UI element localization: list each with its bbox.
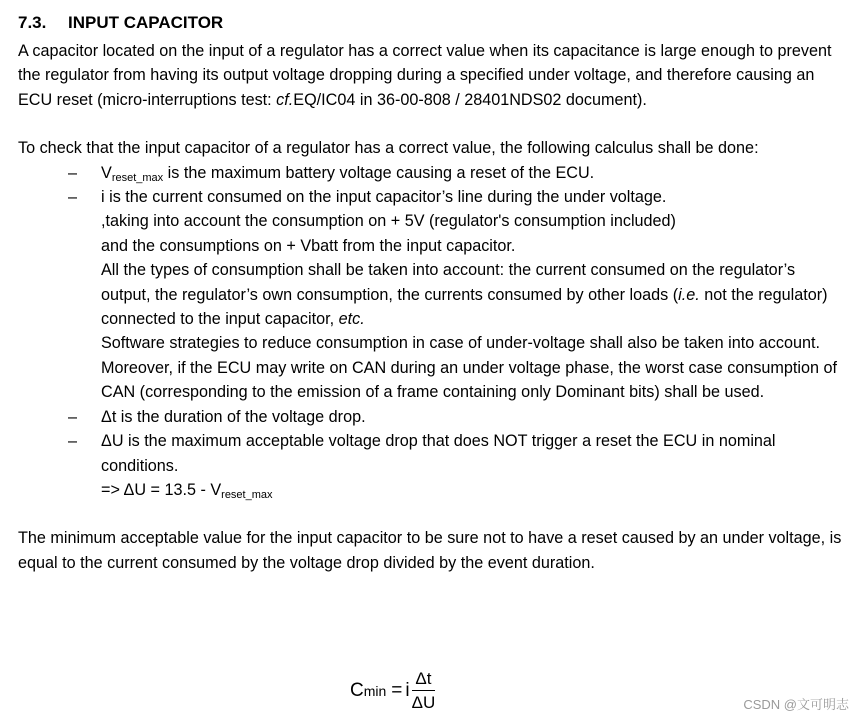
- vreset-symbol: V: [101, 163, 112, 182]
- formula-lhs-subscript: min: [363, 683, 387, 699]
- bullet-dash: –: [68, 432, 78, 451]
- vreset-subscript: reset_max: [111, 171, 164, 184]
- bullet-dash: –: [68, 188, 78, 207]
- intro-text: A capacitor located on the input of a regulator has a correct value when its capacitance is large enough to prevent the regulator from having its output voltage dropping during a specified under voltage, and therefore causing an ECU reset (micro-interruptions test:: [18, 42, 832, 109]
- list-item-vreset: [18, 161, 848, 185]
- section-heading: [18, 11, 848, 35]
- can-consumption-paragraph: Moreover, if the ECU may write on CAN during an under voltage phase, the worst case consumption of CAN (corresponding to the emission of a frame containing only Dominant bits) shall be used.: [101, 358, 838, 402]
- intro-ref-italic: cf.: [276, 90, 294, 109]
- delta-t-text: Δt is the duration of the voltage drop.: [101, 407, 366, 426]
- section-number: 7.3.: [18, 13, 47, 32]
- definition-list: [18, 161, 848, 503]
- list-item-current: [18, 185, 848, 405]
- formula-numerator: Δt: [412, 669, 434, 691]
- section-title: INPUT CAPACITOR: [68, 13, 224, 32]
- consumption-types-paragraph: All the types of consumption shall be taken into account: the current consumed on the regulator’s output, the regulator’s own consumption, the currents consumed by other loads (i.e. not the regulator) connected to the input capacitor, etc.: [101, 261, 828, 329]
- software-strategies-paragraph: Software strategies to reduce consumption in case of under-voltage shall also be taken into account.: [101, 334, 820, 353]
- delta-u-formula-subscript: reset_max: [221, 488, 273, 501]
- list-item-delta-u: [18, 429, 848, 502]
- bullet-dash: –: [68, 163, 78, 182]
- formula-factor: i: [405, 680, 410, 701]
- bullet-dash: –: [68, 407, 78, 426]
- list-item-delta-t: [18, 405, 848, 429]
- ie-italic: i.e.: [678, 285, 700, 304]
- formula-lhs: C: [350, 680, 364, 701]
- intro-ref-text: EQ/IC04 in 36-00-808 / 28401NDS02 document).: [293, 90, 647, 109]
- csdn-watermark: CSDN @文可明志: [743, 697, 849, 712]
- intro-paragraph: [18, 39, 848, 112]
- current-line-2: ,taking into account the consumption on + 5V (regulator's consumption included): [101, 212, 676, 231]
- document-page: [18, 11, 848, 575]
- etc-italic: etc.: [338, 310, 365, 329]
- formula-equals: =: [391, 680, 403, 701]
- current-line-3: and the consumptions on + Vbatt from the input capacitor.: [101, 236, 516, 255]
- conclusion-paragraph: The minimum acceptable value for the input capacitor to be sure not to have a reset caused by an under voltage, is equal to the current consumed by the voltage drop divided by the event duration.: [18, 529, 842, 572]
- check-intro-paragraph: To check that the input capacitor of a regulator has a correct value, the following calculus shall be done:: [18, 139, 759, 158]
- delta-u-text: ΔU is the maximum acceptable voltage drop that does NOT trigger a reset the ECU in nominal conditions.: [101, 432, 776, 475]
- cmin-formula: [350, 665, 435, 717]
- vreset-text: is the maximum battery voltage causing a reset of the ECU.: [163, 163, 595, 182]
- delta-u-formula: => $\Delta U = 13.5 - V_{reset\_max}$: [101, 480, 273, 501]
- formula-denominator: ΔU: [411, 693, 436, 712]
- formula-fraction: [412, 669, 436, 713]
- current-line-1: i is the current consumed on the input capacitor’s line during the under voltage.: [101, 188, 667, 207]
